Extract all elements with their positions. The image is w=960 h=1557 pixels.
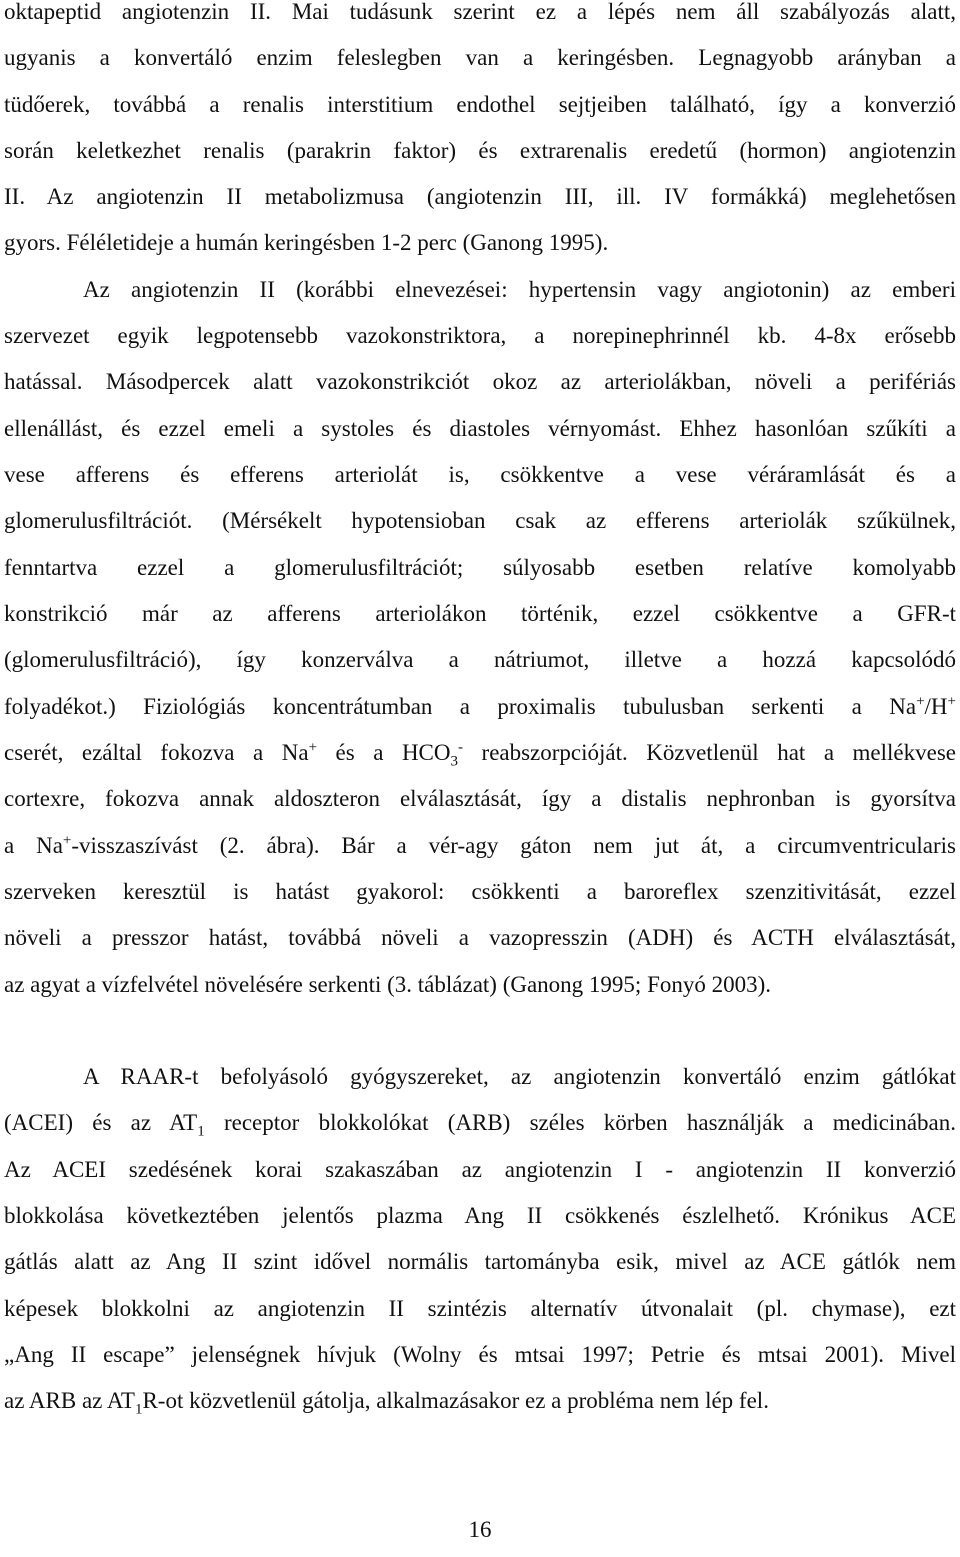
- text-run: /H: [924, 694, 948, 719]
- text-run: -visszaszívást (2. ábra). Bár a vér-agy gáton nem jut át, a circumventricularis: [71, 833, 957, 858]
- text-line: képesek blokkolni az angiotenzin II szintézis alternatív útvonalait (pl. chymase), ezt: [4, 1296, 956, 1321]
- text-run: az ARB az AT: [4, 1388, 135, 1413]
- text-run: cserét, ezáltal fokozva a Na: [4, 740, 309, 765]
- text-line: II. Az angiotenzin II metabolizmusa (angiotenzin III, ill. IV formákká) meglehetősen: [4, 184, 956, 209]
- text-line: glomerulusfiltrációt. (Mérsékelt hypotensioban csak az efferens arteriolák szűkülnek,: [4, 508, 956, 533]
- text-line: cortexre, fokozva annak aldoszteron elválasztását, így a distalis nephronban is gyorsítva: [4, 786, 956, 811]
- text-line: szerveken keresztül is hatást gyakorol: csökkenti a baroreflex szenzitivitását, ezzel: [4, 879, 956, 904]
- page-number: 16: [468, 1517, 492, 1542]
- subscript: 1: [197, 1123, 205, 1140]
- text-line: blokkolása következtében jelentős plazma Ang II csökkenés észlelhető. Krónikus ACE: [4, 1203, 956, 1228]
- text-run: folyadékot.) Fiziológiás koncentrátumban a proximalis tubulusban serkenti a Na: [4, 694, 917, 719]
- text-line: [4, 831, 956, 861]
- text-line: fenntartva ezzel a glomerulusfiltrációt; súlyosabb esetben relatíve komolyabb: [4, 555, 956, 580]
- subscript: 1: [134, 1401, 143, 1418]
- text-line: A RAAR-t befolyásoló gyógyszereket, az angiotenzin konvertáló enzim gátlókat: [83, 1064, 956, 1089]
- text-line: [4, 1108, 956, 1138]
- text-line: gátlás alatt az Ang II szint idővel normális tartományba esik, mivel az ACE gátlók nem: [4, 1249, 956, 1274]
- text-line: vese afferens és efferens arteriolát is, csökkentve a vese véráramlását és a: [4, 462, 956, 487]
- text-run: receptor blokkolókat (ARB) széles körben használják a medicinában.: [204, 1110, 956, 1135]
- text-line: hatással. Másodpercek alatt vazokonstrikciót okoz az arteriolákban, növeli a perifériás: [4, 369, 956, 394]
- superscript: -: [458, 739, 464, 756]
- text-line: ellenállást, és ezzel emeli a systoles és diastoles vérnyomást. Ehhez hasonlóan szűkíti a: [4, 416, 956, 441]
- text-line: szervezet egyik legpotensebb vazokonstriktora, a norepinephrinnél kb. 4-8x erősebb: [4, 323, 956, 348]
- text-run: a Na: [4, 833, 63, 858]
- superscript: +: [62, 832, 72, 849]
- text-line: Az ACEI szedésének korai szakaszában az angiotenzin I - angiotenzin II konverzió: [4, 1157, 956, 1182]
- text-line: gyors. Féléletideje a humán keringésben 1-2 perc (Ganong 1995).: [4, 230, 609, 255]
- text-line: növeli a presszor hatást, továbbá növeli a vazopresszin (ADH) és ACTH elválasztását,: [4, 925, 956, 950]
- text-line: konstrikció már az afferens arteriolákon történik, ezzel csökkentve a GFR-t: [4, 601, 956, 626]
- superscript: +: [947, 693, 956, 710]
- superscript: +: [308, 739, 318, 756]
- text-line: [4, 738, 956, 768]
- text-line: az agyat a vízfelvétel növelésére serkenti (3. táblázat) (Ganong 1995; Fonyó 2003).: [4, 972, 772, 997]
- text-line: Az angiotenzin II (korábbi elnevezései: hypertensin vagy angiotonin) az emberi: [83, 277, 956, 302]
- text-line: ugyanis a konvertáló enzim feleslegben van a keringésben. Legnagyobb arányban a: [4, 45, 956, 70]
- superscript: +: [916, 693, 925, 710]
- text-line: [4, 692, 956, 722]
- text-line: tüdőerek, továbbá a renalis interstitium endothel sejtjeiben található, így a konverzió: [4, 92, 956, 117]
- text-run: (ACEI) és az AT: [4, 1110, 198, 1135]
- text-run: R-ot közvetlenül gátolja, alkalmazásakor ez a probléma nem lép fel.: [142, 1388, 769, 1413]
- text-line: „Ang II escape” jelenségnek hívjuk (Wolny és mtsai 1997; Petrie és mtsai 2001). Mivel: [4, 1342, 956, 1367]
- text-line: során keletkezhet renalis (parakrin faktor) és extrarenalis eredetű (hormon) angiotenzin: [4, 138, 956, 163]
- text-line: oktapeptid angiotenzin II. Mai tudásunk szerint ez a lépés nem áll szabályozás alatt,: [4, 0, 956, 24]
- text-run: és a HCO: [317, 740, 451, 765]
- text-line: [4, 1386, 956, 1416]
- subscript: 3: [450, 753, 459, 770]
- text-run: reabszorpcióját. Közvetlenül hat a mellékvese: [463, 740, 957, 765]
- text-line: (glomerulusfiltráció), így konzerválva a nátriumot, illetve a hozzá kapcsolódó: [4, 647, 956, 672]
